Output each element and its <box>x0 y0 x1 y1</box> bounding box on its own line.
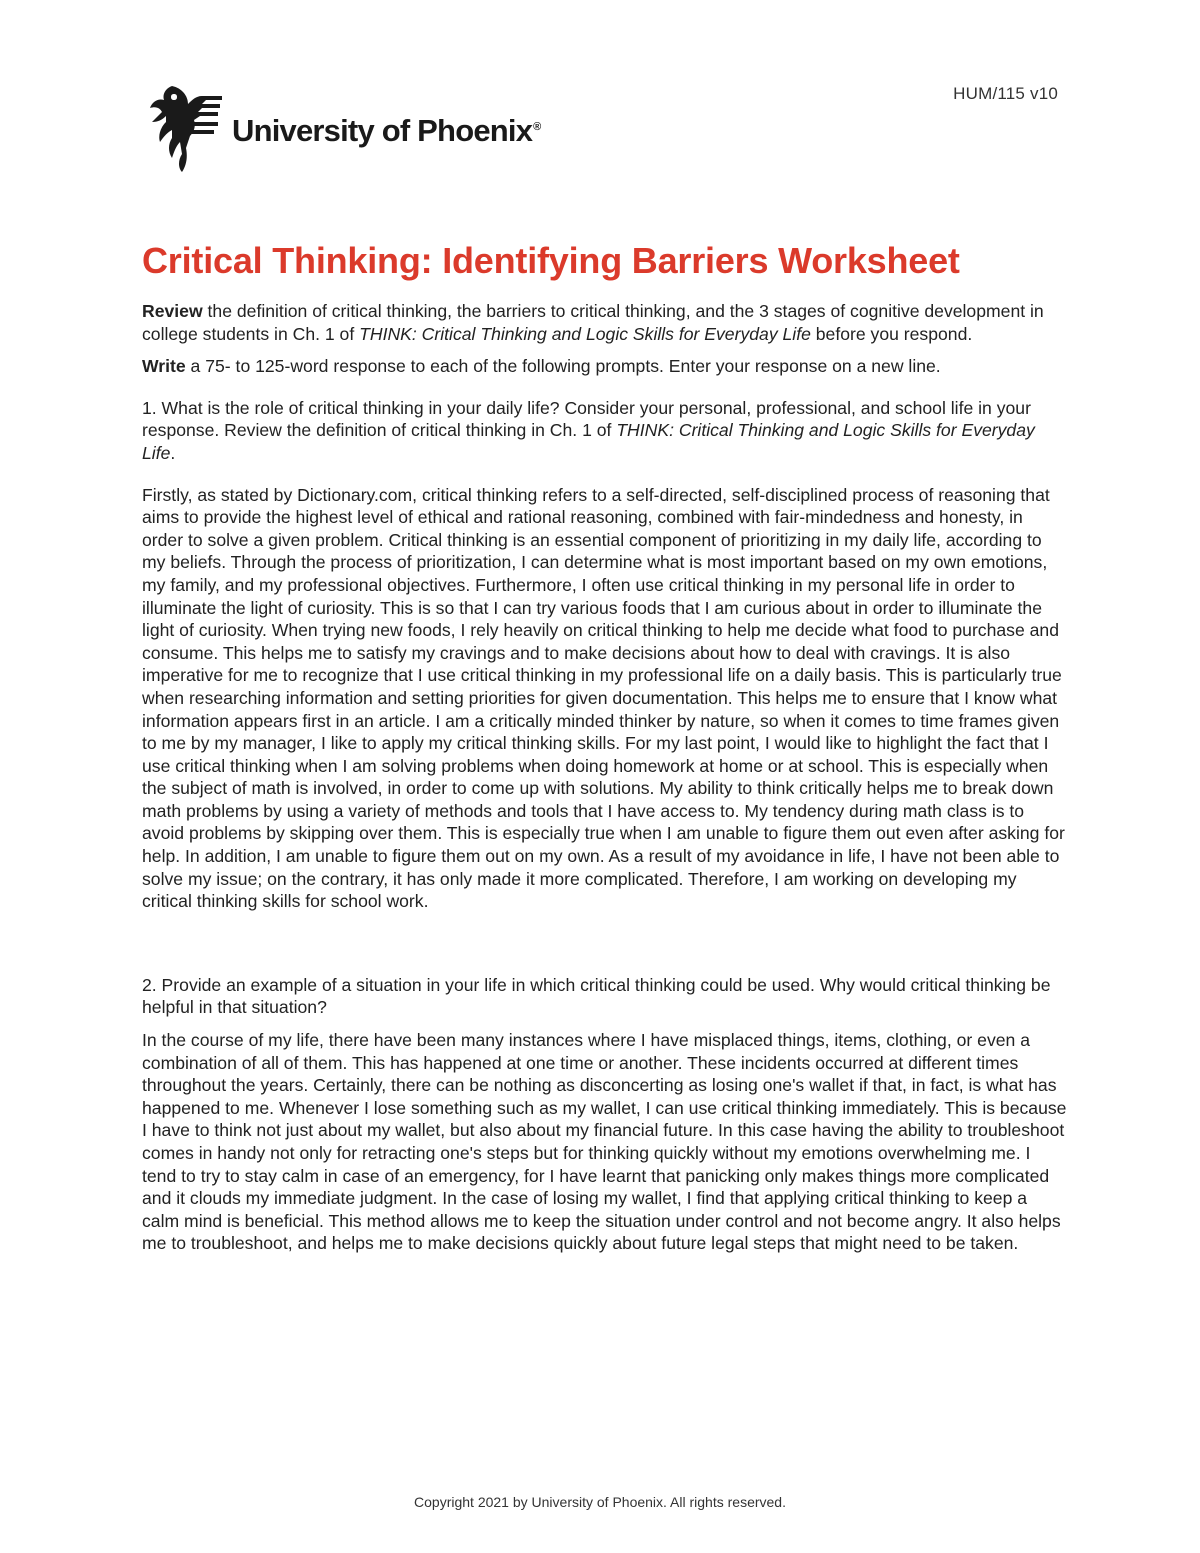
response-2: In the course of my life, there have been many instances where I have misplaced things, items, clothing, or even a combination of all of them. This has happened at one time or another. These incidents occurred at different times throughout the years. Certainly, there can be nothing as disconcerting as losing one's wallet if that, in fact, is what has happened to me. Whenever I lose something such as my wallet, I can use critical thinking immediately. This is because I have to think not just about my wallet, but also about my financial future. In this case having the ability to troubleshoot comes in handy not only for retracting one's steps but for thinking quickly without my emotions overwhelming me. I tend to try to stay calm in case of an emergency, for I have learnt that panicking only makes things more complicated and it clouds my immediate judgment. In the case of losing my wallet, I find that applying critical thinking to keep a calm mind is beneficial. This method allows me to keep the situation under control and not become angry. It also helps me to troubleshoot, and helps me to make decisions quickly about future legal steps that might need to be taken. <box>142 1030 1067 1254</box>
worksheet-title: Critical Thinking: Identifying Barriers Worksheet <box>142 240 960 281</box>
prompt-2: 2. Provide an example of a situation in your life in which critical thinking could be used. Why would critical thinking be helpful in that situation? <box>142 974 1051 1018</box>
copyright-footer: Copyright 2021 by University of Phoenix. All rights reserved. <box>414 1494 786 1510</box>
university-logo <box>142 82 540 174</box>
write-instructions: Write a 75- to 125-word response to each of the following prompts. Enter your response on a new line. <box>142 356 941 377</box>
prompt-1: 1. What is the role of critical thinking in your daily life? Consider your personal, professional, and school life in your response. Review the definition of critical thinking in Ch. 1 of THINK: Critical Thinking and Logic Skills for Everyday Life. <box>142 397 1035 463</box>
phoenix-bird-icon <box>142 82 222 174</box>
worksheet-content <box>142 240 1067 1255</box>
review-instructions: Review the definition of critical thinking, the barriers to critical thinking, and the 3 stages of cognitive development in college students in Ch. 1 of THINK: Critical Thinking and Logic Skills for Everyday Life before you respond. <box>142 301 1044 344</box>
course-code: HUM/115 v10 <box>953 84 1058 103</box>
response-1: Firstly, as stated by Dictionary.com, critical thinking refers to a self-directed, self-disciplined process of reasoning that aims to provide the highest level of ethical and rational reasoning, combined with fair-mindedness and honesty, in order to solve a given problem. Critical thinking is an essential component of prioritizing in my daily life, according to my beliefs. Through the process of prioritization, I can determine what is most important based on my own emotions, my family, and my professional objectives. Furthermore, I often use critical thinking in my personal life in order to illuminate the light of curiosity. This is so that I can try various foods that I am curious about in order to illuminate the light of curiosity. When trying new foods, I rely heavily on critical thinking to help me decide what food to purchase and consume. This helps me to satisfy my cravings and to make decisions about how to deal with cravings. It is also imperative for me to recognize that I use critical thinking in my professional life on a daily basis. This is particularly true when researching information and setting priorities for given documentation. This helps me to ensure that I know what information appears first in an article. I am a critically minded thinker by nature, so when it comes to time frames given to me by my manager, I like to apply my critical thinking skills. For my last point, I would like to highlight the fact that I use critical thinking when I am solving problems when doing homework at home or at school. This is especially when the subject of math is involved, in order to come up with solutions. My ability to think critically helps me to break down math problems by using a variety of methods and tools that I have access to. My tendency during math class is to avoid problems by skipping over them. This is especially true when I am unable to figure them out even after asking for help. In addition, I am unable to figure them out on my own. As a result of my avoidance in life, I have not been able to solve my issue; on the contrary, it has only made it more complicated. Therefore, I am working on developing my critical thinking skills for school work. <box>142 484 1065 912</box>
logo-wordmark: University of Phoenix® <box>232 113 541 148</box>
